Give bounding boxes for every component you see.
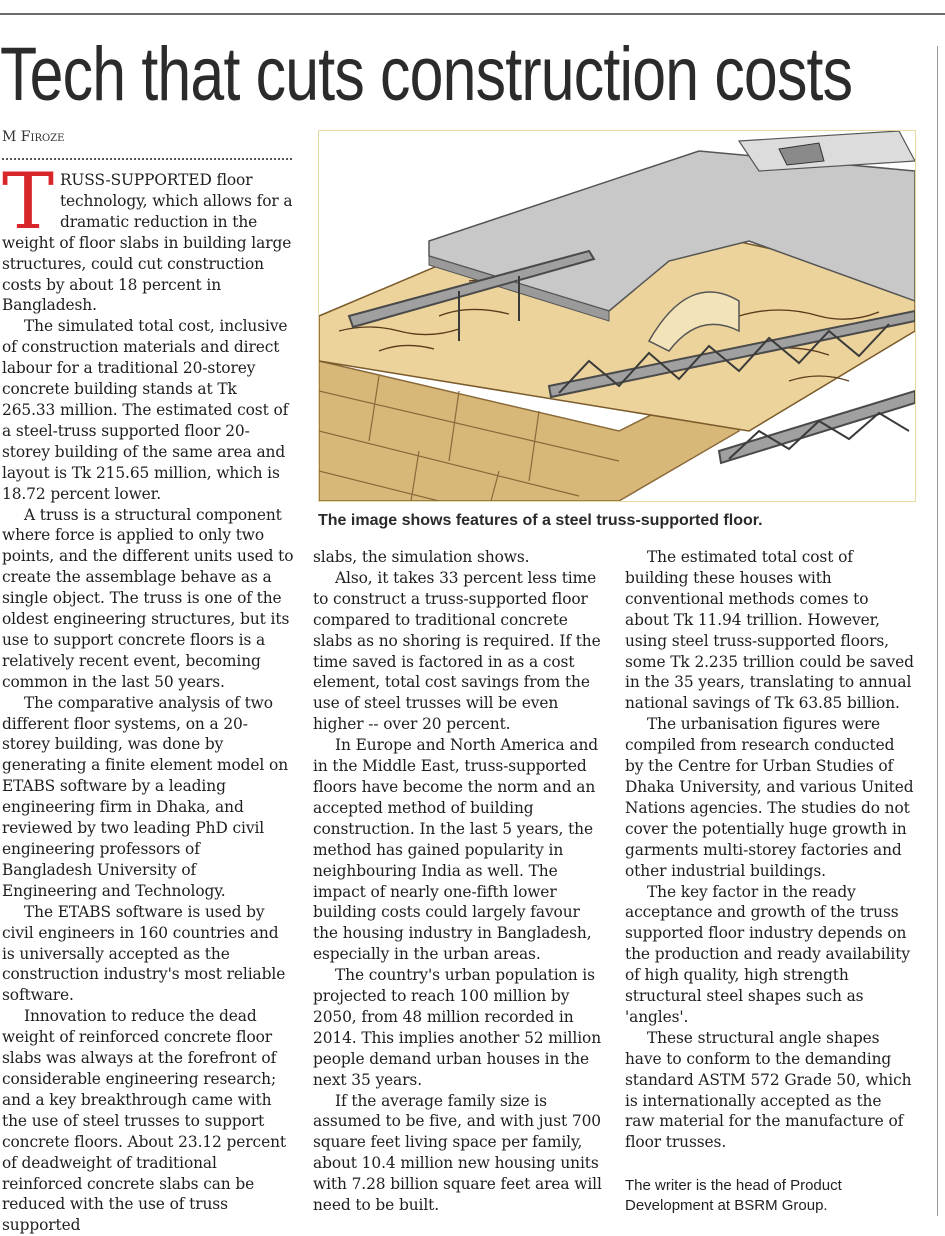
paragraph: The simulated total cost, inclusive of construction materials and direct labour for a traditional 20-storey concrete building stands at Tk 265.33 million. The estimated cost of a steel-truss supported floor 20-storey building of the same area and layout is Tk 215.65 million, which is 18.72 percent lower. xyxy=(2,317,289,503)
paragraph: TRUSS-SUPPORTED floor technology, which allows for a dramatic reduction in the weight of floor slabs in building large structures, could cut construction costs by about 18 percent in Bangladesh. xyxy=(2,157,293,315)
truss-floor-illustration xyxy=(318,130,916,502)
top-rule xyxy=(0,13,945,15)
paragraph: slabs, the simulation shows. xyxy=(313,548,530,566)
paragraph: If the average family size is assumed to be five, and with just 700 square feet living space per family, about 10.4 million new housing units with 7.28 billion square feet area will need to be built. xyxy=(313,1091,602,1215)
column-rule xyxy=(937,46,938,1216)
paragraph: A truss is a structural component where force is applied to only two points, and the different units used to create the assemblage behave as a single object. The truss is one of the oldest engineering structures, but its use to support concrete floors is a relatively recent event, becoming common in the last 50 years. xyxy=(2,505,294,691)
paragraph: The country's urban population is projected to reach 100 million by 2050, from 48 million recorded in 2014. This implies another 52 million people demand urban houses in the next 35 years. xyxy=(313,966,602,1089)
headline: Tech that cuts construction costs xyxy=(0,32,853,117)
column-3 xyxy=(625,547,915,1153)
paragraph: Also, it takes 33 percent less time to construct a truss-supported floor compared to traditional concrete slabs as no shoring is required. If the time saved is factored in as a cost element, total cost savings from the use of steel trusses will be even higher -- over 20 percent. xyxy=(313,568,601,734)
figure-caption: The image shows features of a steel truss-supported floor. xyxy=(318,512,763,529)
paragraph: The estimated total cost of building these houses with conventional methods comes to about Tk 11.94 trillion. However, using steel truss-supported floors, some Tk 2.235 trillion could be saved in the 35 years, translating to annual national savings of Tk 63.85 billion. xyxy=(625,548,914,713)
truss-floor-drawing xyxy=(319,131,915,501)
paragraph: These structural angle shapes have to conform to the demanding standard ASTM 572 Grade 50, which is internationally accepted as the raw material for the manufacture of floor trusses. xyxy=(625,1028,912,1152)
paragraph: The urbanisation figures were compiled from research conducted by the Centre for Urban Studies of Dhaka University, and various United Nations agencies. The studies do not cover the potentially huge growth in garments multi-storey factories and other industrial buildings. xyxy=(625,715,914,880)
paragraph: The ETABS software is used by civil engineers in 160 countries and is universally accepted as the construction industry's most reliable software. xyxy=(2,902,286,1005)
paragraph: The key factor in the ready acceptance and growth of the truss supported floor industry depends on the production and ready availability of high quality, high strength structural steel shapes such as 'angles'. xyxy=(625,882,910,1026)
writer-note: The writer is the head of Product Development at BSRM Group. xyxy=(625,1177,842,1214)
column-2 xyxy=(313,547,605,1216)
paragraph: In Europe and North America and in the Middle East, truss-supported floors have become the norm and an accepted method of building construction. In the last 5 years, the method has gained popularity in neighbouring India as well. The impact of nearly one-fifth lower building costs could largely favour the housing industry in Bangladesh, especially in the urban areas. xyxy=(313,736,599,964)
paragraph: The comparative analysis of two different floor systems, on a 20-storey building, was done by generating a finite element model on ETABS software by a leading engineering firm in Dhaka, and reviewed by two leading PhD civil engineering professors of Bangladesh University of Engineering and Technology. xyxy=(2,693,289,900)
paragraph: Innovation to reduce the dead weight of reinforced concrete floor slabs was always at the forefront of considerable engineering research; and a key breakthrough came with the use of steel trusses to support concrete floors. About 23.12 percent of deadweight of traditional reinforced concrete slabs can be reduced with the use of truss supported xyxy=(2,1007,286,1235)
dropcap: T xyxy=(2,157,54,247)
column-1 xyxy=(2,157,294,1236)
byline: M Firoze xyxy=(2,129,65,145)
